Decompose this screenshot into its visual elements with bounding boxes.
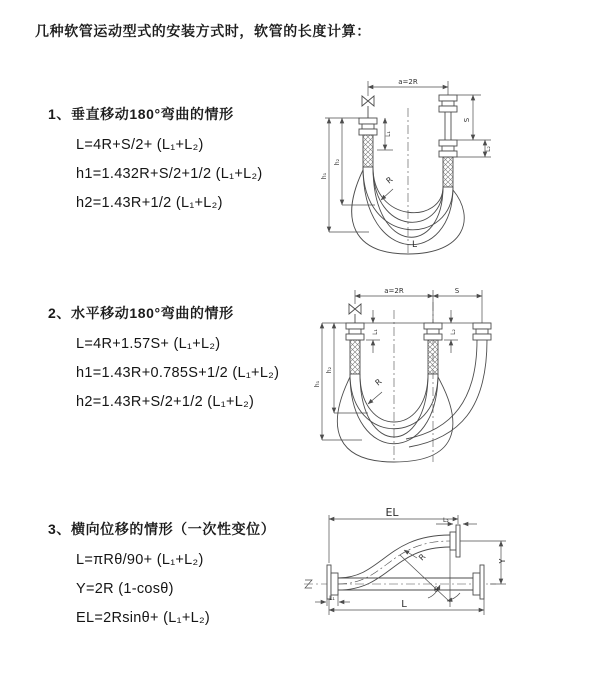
section-3 (48, 519, 275, 626)
diagram-horizontal-movement (310, 282, 600, 467)
braided-hose-left (350, 340, 360, 374)
dim-label-h1: h₁ (314, 380, 321, 388)
section-3-formula-L: L=πRθ/90+ (L₁+L₂) (76, 552, 204, 568)
angle-label: θ (434, 586, 439, 594)
section-3-heading: 3、横向位移的情形（一次性变位） (48, 521, 276, 537)
section-1-heading: 1、垂直移动180°弯曲的情形 (48, 106, 234, 122)
braided-hose-mid (428, 340, 438, 374)
construction-radius (400, 555, 450, 602)
dim-label-a2r: a=2R (384, 287, 404, 295)
diagram-lateral-displacement (300, 495, 600, 660)
section-2-formula-L: L=4R+1.57S+ (L₁+L₂) (76, 336, 221, 352)
length-label: L (412, 240, 418, 250)
braided-hose-right (443, 157, 453, 187)
flange-right-bottom (480, 565, 484, 599)
flange-left (327, 565, 331, 599)
dim-label-l1: L₁ (385, 131, 392, 137)
section-3-formula-EL: EL=2Rsinθ+ (L₁+L₂) (76, 610, 211, 626)
radius-label: R (417, 552, 428, 563)
pipe-fittings (346, 323, 491, 340)
section-1-formula-h1: h1=1.432R+S/2+1/2 (L₁+L₂) (76, 166, 263, 182)
valve-icon (362, 96, 374, 106)
dim-label-s: S (454, 287, 460, 295)
dim-label-y: Y (498, 558, 507, 564)
dim-label-l: L (401, 599, 407, 610)
radius-label: R (373, 377, 384, 388)
hose-curves (338, 535, 450, 590)
section-3-formula-Y: Y=2R (1-cosθ) (76, 581, 174, 597)
braided-hose-left (363, 135, 373, 167)
dim-label-l1: L₁ (329, 595, 335, 602)
section-1-formula-h2: h2=1.43R+1/2 (L₁+L₂) (76, 195, 223, 211)
dim-label-s: S (463, 117, 471, 123)
flange-right-top (456, 525, 460, 557)
valve-icon (349, 304, 361, 314)
dim-label-l2: L₂ (443, 517, 449, 524)
dim-label-a2r: a=2R (398, 78, 418, 86)
dim-label-h2: h₂ (334, 158, 341, 166)
page-title: 几种软管运动型式的安装方式时，软管的长度计算： (35, 23, 371, 39)
section-1 (48, 104, 263, 211)
dim-label-l2: L₂ (450, 329, 457, 335)
dim-label-el: EL (385, 506, 399, 519)
section-2 (48, 303, 279, 410)
dim-label-h2: h₂ (326, 366, 333, 374)
section-2-heading: 2、水平移动180°弯曲的情形 (48, 305, 234, 321)
section-2-formula-h1: h1=1.43R+0.785S+1/2 (L₁+L₂) (76, 365, 280, 381)
section-1-formula-L: L=4R+S/2+ (L₁+L₂) (76, 137, 204, 153)
section-2-formula-h2: h2=1.43R+S/2+1/2 (L₁+L₂) (76, 394, 255, 410)
dim-label-l2: L₂ (485, 146, 492, 152)
dim-label-l1: L₁ (372, 329, 379, 335)
dim-label-h1: h₁ (321, 172, 328, 180)
radius-label: R (384, 175, 395, 186)
diagram-vertical-movement (313, 72, 600, 260)
